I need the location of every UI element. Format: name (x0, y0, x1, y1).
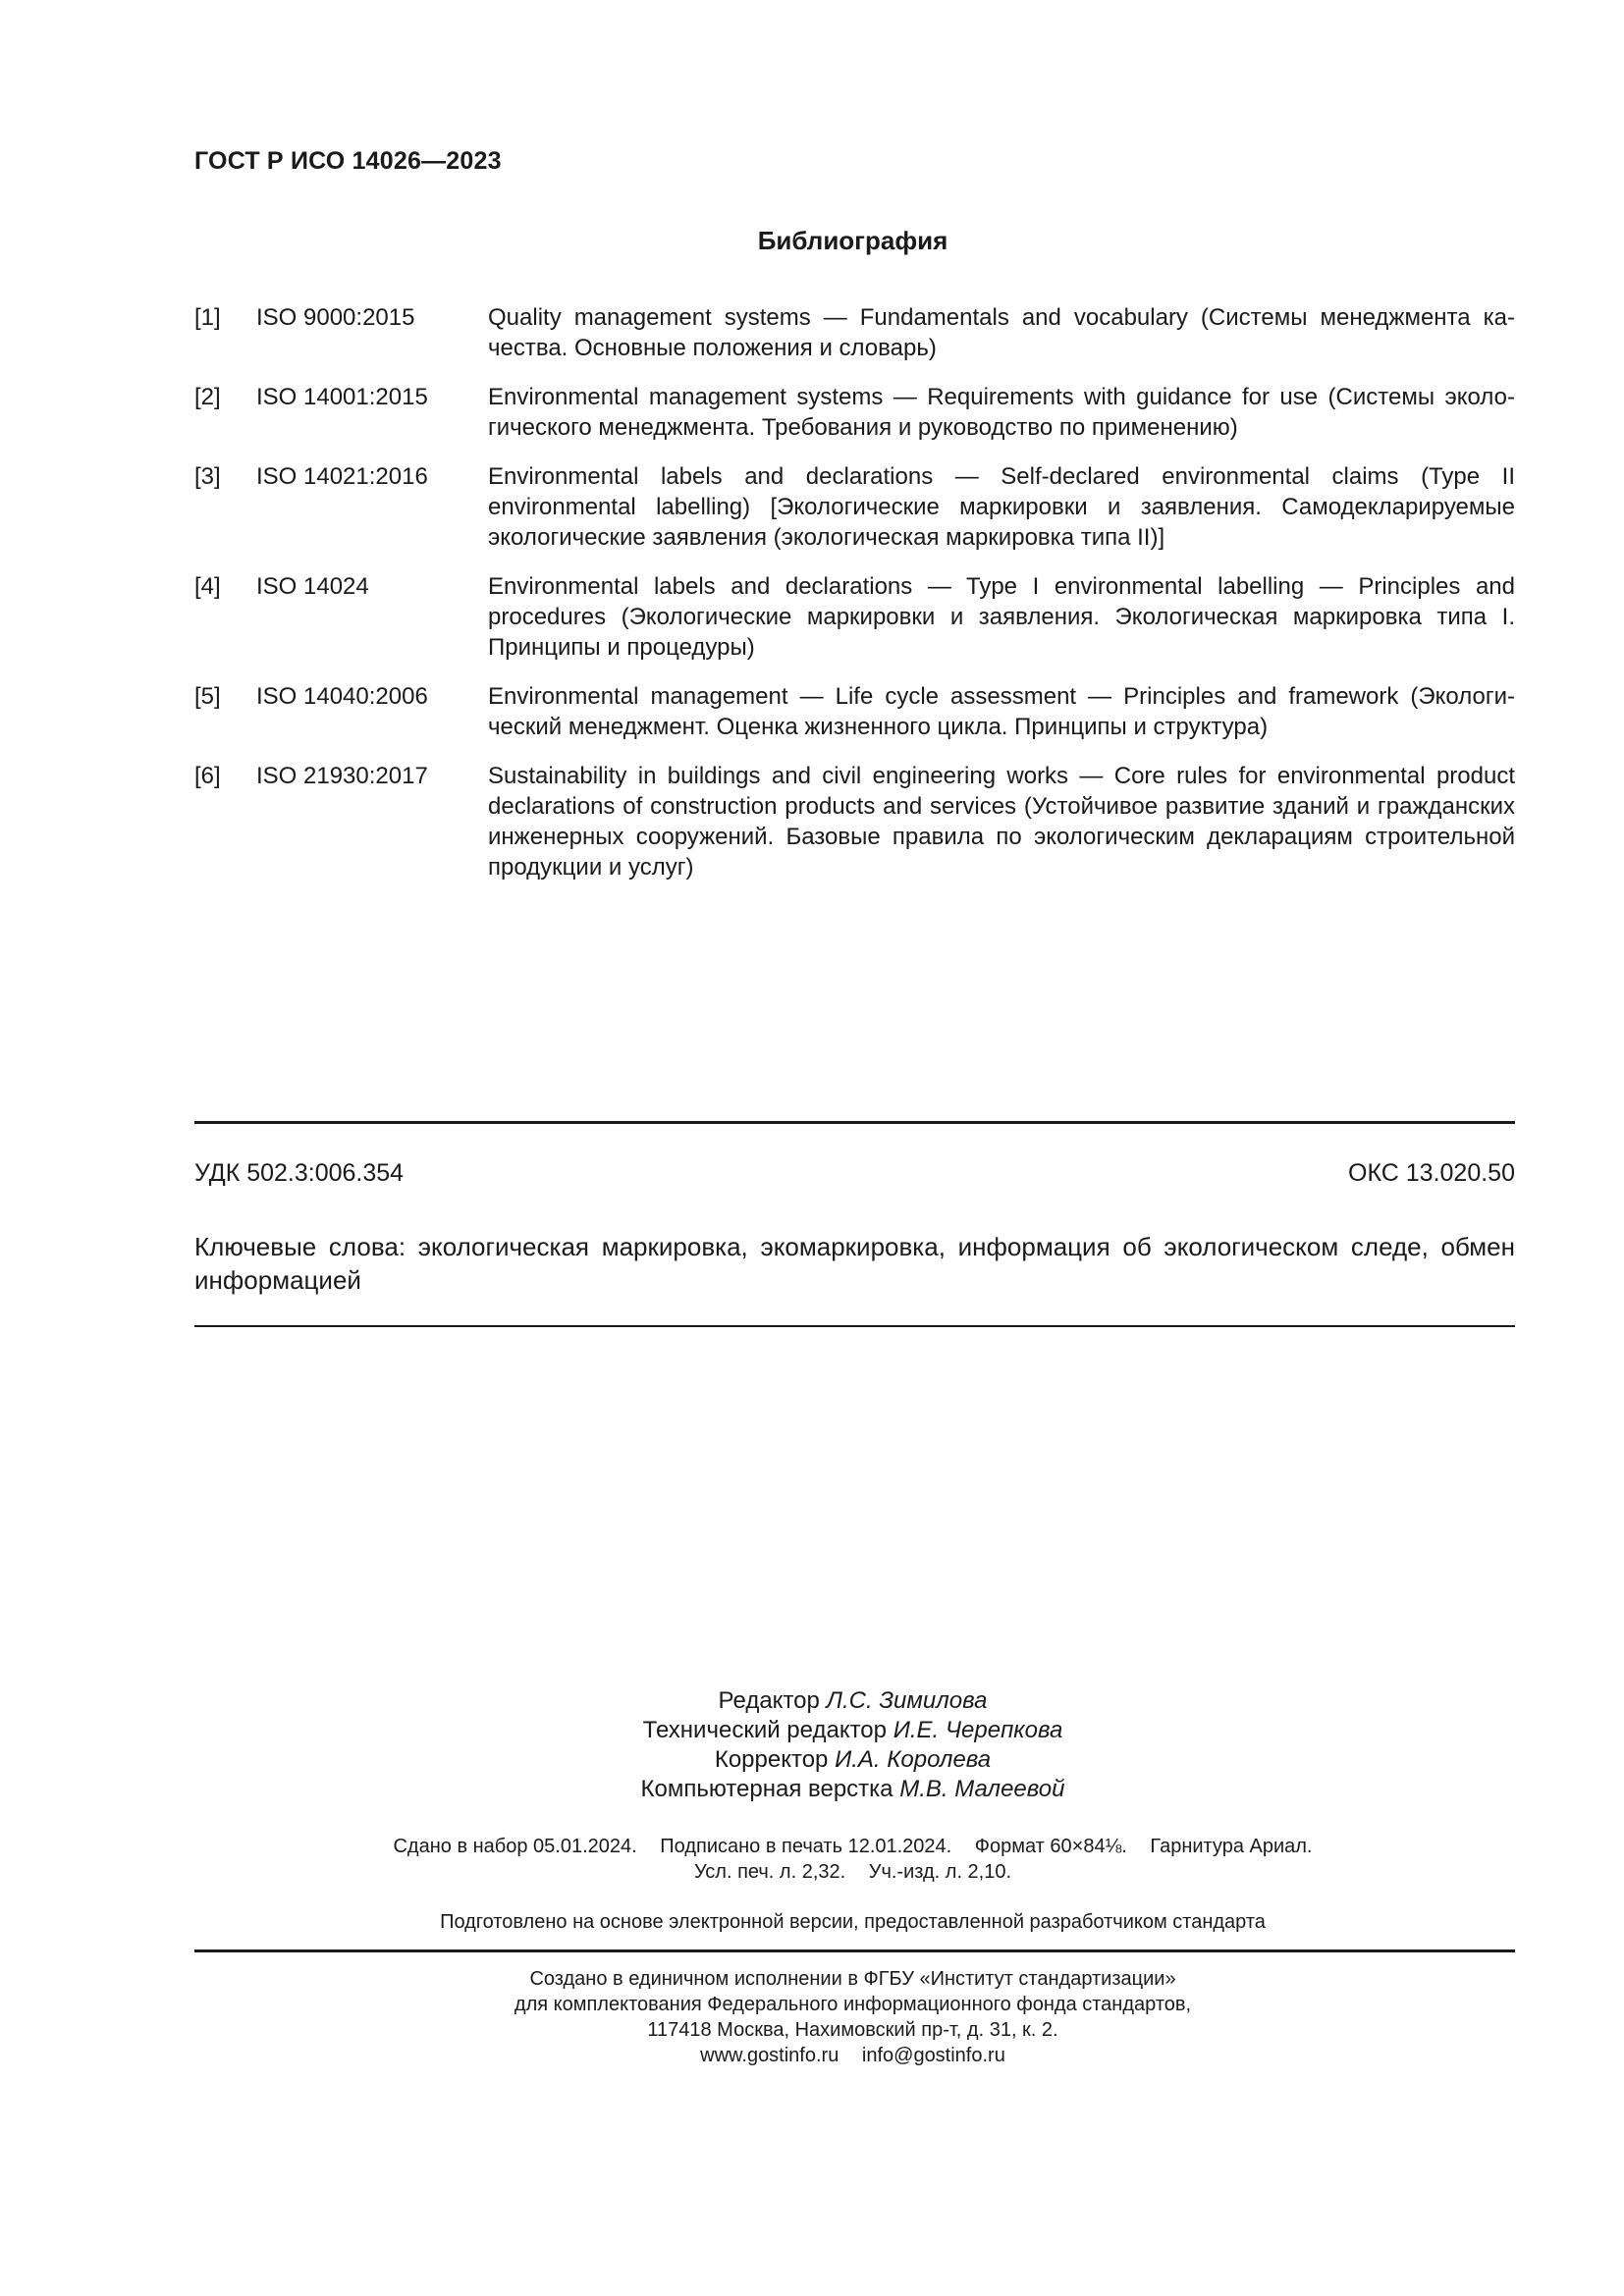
reference-code: ISO 14040:2006 (256, 683, 428, 710)
bibliography-item-5 (194, 681, 1515, 742)
editor-name: Л.С. Зимилова (826, 1687, 988, 1714)
reference-code: ISO 14001:2015 (256, 384, 428, 410)
reference-text: Quality management systems — Fundamentals and vocabulary (Системы менеджмента качества. Основные положения и словарь) (488, 304, 1515, 361)
website-link[interactable]: www.gostinfo.ru (700, 2045, 839, 2066)
reference-number: [4] (194, 573, 221, 600)
reference-number: [3] (194, 463, 221, 490)
proofreader-label: Корректор (714, 1746, 829, 1773)
reference-text: Sustainability in buildings and civil engineering works — Core rules for environmental product declarations of construction products and services (Устойчивое развитие зданий и гражданских инженерных сооружений. Базовые правила по экологическим декларациям строительной продукции и услуг) (488, 763, 1515, 881)
publisher-address: 117418 Москва, Нахимовский пр-т, д. 31, к. 2. (647, 2019, 1058, 2041)
publisher-line-2: для комплектования Федерального информационного фонда стандартов, (514, 1994, 1192, 2015)
publisher-line-1: Создано в единичном исполнении в ФГБУ «Институт стандартизации» (529, 1968, 1176, 1990)
oks-code: ОКС 13.020.50 (1348, 1159, 1515, 1187)
proofreader-name: И.А. Королева (835, 1746, 992, 1773)
print-info (0, 1834, 1624, 1885)
reference-number: [5] (194, 683, 221, 710)
editors-block (0, 1686, 1624, 1804)
editor-label: Редактор (718, 1687, 820, 1714)
typeface: Гарнитура Ариал. (1150, 1836, 1313, 1857)
divider-bottom (194, 1949, 1515, 1952)
bibliography-list (194, 302, 1515, 901)
reference-text: Environmental management — Life cycle assessment — Principles and framework (Экологический менеджмент. Оценка жизненного цикла. Принципы и структура) (488, 683, 1515, 740)
print-info-line-2 (0, 1859, 1624, 1885)
divider-middle (194, 1325, 1515, 1327)
layout-label: Компьютерная верстка (640, 1776, 893, 1802)
tech-editor-label: Технический редактор (642, 1717, 888, 1743)
reference-text: Environmental labels and declarations — Type I environmental labelling — Principles and procedures (Экологические маркировки и заявления. Экологическая маркировка типа I. Принципы и процедуры) (488, 573, 1515, 661)
bibliography-item-6 (194, 761, 1515, 882)
tech-editor-line (0, 1716, 1624, 1745)
reference-code: ISO 21930:2017 (256, 763, 428, 789)
divider-top (194, 1121, 1515, 1124)
layout-name: М.В. Малеевой (899, 1776, 1065, 1802)
bibliography-title: Библиография (757, 226, 948, 255)
submitted-date: Сдано в набор 05.01.2024. (393, 1836, 637, 1857)
reference-code: ISO 14024 (256, 573, 369, 600)
bibliography-item-3 (194, 461, 1515, 553)
layout-line (0, 1775, 1624, 1804)
keywords: Ключевые слова: экологическая маркировка, экомаркировка, информация об экологическом следе, обмен информацией (194, 1232, 1515, 1295)
reference-code: ISO 9000:2015 (256, 304, 415, 331)
tech-editor-name: И.Е. Черепкова (893, 1717, 1063, 1743)
udk-code: УДК 502.3:006.354 (194, 1159, 405, 1187)
bibliography-item-2 (194, 382, 1515, 443)
reference-number: [2] (194, 384, 221, 410)
reference-text: Environmental management systems — Requirements with guidance for use (Системы экологического менеджмента. Требования и руководство по применению) (488, 384, 1515, 441)
print-sheets: Усл. печ. л. 2,32. (693, 1861, 846, 1883)
bibliography-item-1 (194, 302, 1515, 363)
reference-code: ISO 14021:2016 (256, 463, 428, 490)
document-code: ГОСТ Р ИСО 14026—2023 (194, 147, 502, 175)
email-link[interactable]: info@gostinfo.ru (861, 2045, 1005, 2066)
reference-number: [6] (194, 763, 221, 789)
reference-number: [1] (194, 304, 221, 331)
editor-line (0, 1686, 1624, 1716)
signed-date: Подписано в печать 12.01.2024. (660, 1836, 952, 1857)
prepared-note: Подготовлено на основе электронной версии, предоставленной разработчиком стандарта (440, 1911, 1266, 1933)
bibliography-item-4 (194, 571, 1515, 663)
proofreader-line (0, 1745, 1624, 1775)
reference-text: Environmental labels and declarations — Self-declared environmental claims (Type II environmental labelling) [Экологические маркировки и заявления. Самодекларируемые экологические заявления (экологическая маркировка типа II)] (488, 463, 1515, 551)
print-info-line-1 (0, 1834, 1624, 1859)
publisher-sheets: Уч.-изд. л. 2,10. (868, 1861, 1012, 1883)
publisher-block (0, 1966, 1624, 2068)
paper-format: Формат 60×84⅛. (974, 1836, 1127, 1857)
publisher-contacts (0, 2043, 1624, 2068)
